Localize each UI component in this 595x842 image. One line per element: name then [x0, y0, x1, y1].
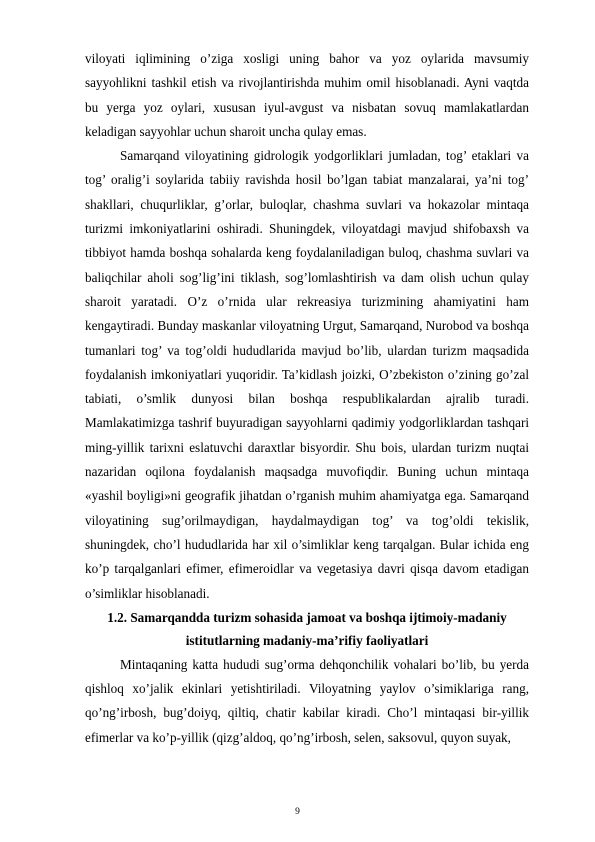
document-page: [85, 47, 529, 750]
section-heading: 1.2. Samarqandda turizm sohasida jamoat va boshqa ijtimoiy-madaniy istitutlarning madaniy-ma’rifiy faoliyatlari: [107, 609, 507, 649]
paragraph-agriculture: Mintaqaning katta hududi sug’orma dehqonchilik vohalari bo’lib, bu yerda qishloq xo’jalik ekinlari yetishtiriladi. Viloyatning yaylov o’simiklariga rang, qo’ng’irbosh, bug’doiyq, qiltiq, chatir kabilar kiradi. Cho’l mintaqasi bir-yillik efimerlar va ko’p-yillik (qizg’aldoq, qo’ng’irbosh, selen, saksovul, quyon suyak,: [85, 656, 529, 745]
page-number: 9: [295, 807, 300, 817]
paragraph-hydrology: Samarqand viloyatining gidrologik yodgorliklari jumladan, tog’ etaklari va tog’ oralig’i soylarida tabiiy ravishda hosil bo’lgan tabiat manzalarai, ya’ni tog’ shakllari, chuqurliklar, g’orlar, buloqlar, chashma suvlari va hokazolar mintaqa turizmi imkoniyatlarini oshiradi. Shuningdek, viloyatdagi mavjud shifobaxsh va tibbiyot hamda boshqa sohalarda keng foydalaniladigan buloq, chashma suvlari va baliqchilar aholi sog’lig’ini tiklash, sog’lomlashtirish va dam olish uchun qulay sharoit yaratadi. O’z o’rnida ular rekreasiya turizmining ahamiyatini ham kengaytiradi. Bunday maskanlar viloyatning Urgut, Samarqand, Nurobod va boshqa tumanlari tog’ va tog’oldi hududlarida mavjud bo’lib, ulardan turizm maqsadida foydalanish imkoniyatlari yuqoridir. Ta’kidlash joizki, O’zbekiston o’zining go’zal tabiati, o’smlik dunyosi bilan boshqa respublikalardan ajralib turadi. Mamlakatimizga tashrif buyuradigan sayyohlarni qadimiy yodgorliklardan tashqari ming-yillik tarixni eslatuvchi daraxtlar bisyordir. Shu bois, ulardan turizm nuqtai nazaridan oqilona foydalanish maqsadga muvofiqdir. Buning uchun mintaqa «yashil boyligi»ni geografik jihatdan o’rganish muhim ahamiyatga ega. Samarqand viloyatining sug’orilmaydigan, haydalmaydigan tog’ va tog’oldi tekislik, shuningdek, cho’l hududlarida har xil o’simliklar keng tarqalgan. Bular ichida eng ko’p tarqalganlari efimer, efimeroidlar va vegetasiya davri qisqa davom etadigan o’simliklar hisoblanadi.: [85, 148, 530, 601]
paragraph-climate: viloyati iqlimining o’ziga xosligi uning bahor va yoz oylarida mavsumiy sayyohlikni tashkil etish va rivojlantirishda muhim omil hisoblanadi. Ayni vaqtda bu yerga yoz oylari, xususan iyul-avgust va nisbatan sovuq mamlakatlardan keladigan sayyohlar uchun sharoit uncha qulay emas.: [85, 51, 529, 139]
